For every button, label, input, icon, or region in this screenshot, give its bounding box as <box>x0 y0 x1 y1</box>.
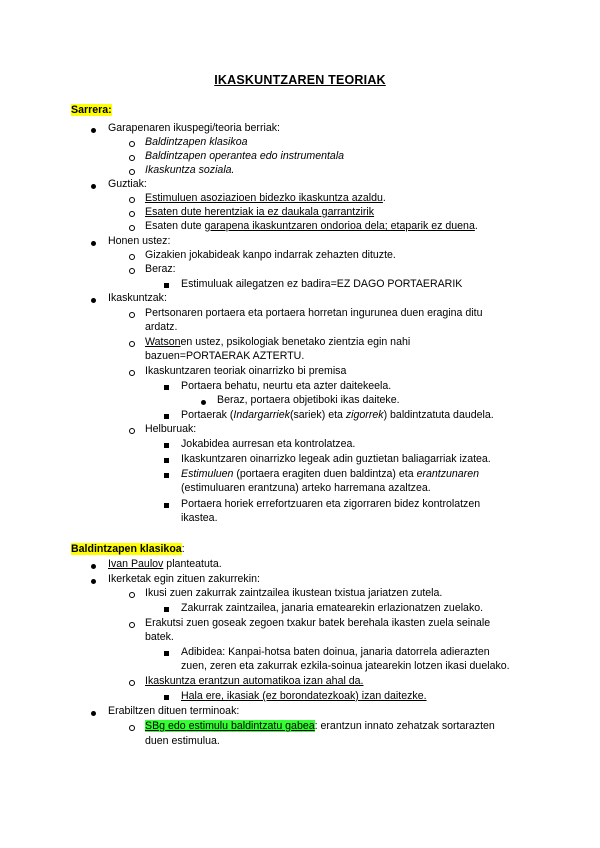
circle-bullet-icon <box>129 141 135 147</box>
list-item: Jokabidea aurresan eta kontrolatzea. <box>181 438 356 450</box>
list-item: Erabiltzen dituen terminoak: <box>108 705 240 717</box>
square-bullet-icon <box>164 607 169 612</box>
list-item: Beraz, portaera objetiboki ikas daiteke. <box>217 394 400 406</box>
list-item-continuation: ikastea. <box>181 512 218 524</box>
disc-bullet-icon <box>91 711 96 716</box>
circle-bullet-icon <box>129 197 135 203</box>
disc-bullet-icon <box>91 128 96 133</box>
list-item: Honen ustez: <box>108 235 171 247</box>
list-item: Hala ere, ikasiak (ez borondatezkoak) izan daitezke. <box>181 690 427 702</box>
square-bullet-icon <box>164 385 169 390</box>
circle-bullet-icon <box>129 622 135 628</box>
list-item: Pertsonaren portaera eta portaera horretan ingurunea duen eragina ditu <box>145 307 483 319</box>
list-item: Esaten dute herentziak ia ez daukala garrantzirik <box>145 206 375 218</box>
square-bullet-icon <box>164 503 169 508</box>
list-item: Adibidea: Kanpai-hotsa baten doinua, janaria datorrela adierazten <box>181 646 490 658</box>
circle-bullet-icon <box>129 225 135 231</box>
list-item: Helburuak: <box>145 423 197 435</box>
circle-bullet-icon <box>129 254 135 260</box>
list-item: Guztiak: <box>108 178 147 190</box>
list-item: Zakurrak zaintzailea, janaria ematearekin erlazionatzen zuelako. <box>181 602 484 614</box>
list-item: Baldintzapen klasikoa <box>145 136 248 148</box>
list-item: Ikaskuntzak: <box>108 292 167 304</box>
list-item-continuation: (estimuluaren erantzuna) arteko harremana azaltzea. <box>181 482 431 494</box>
disc-bullet-icon <box>91 298 96 303</box>
list-item-continuation: ardatz. <box>145 321 178 333</box>
disc-bullet-icon <box>91 184 96 189</box>
disc-bullet-icon <box>91 579 96 584</box>
circle-bullet-icon <box>129 169 135 175</box>
list-item: Portaera behatu, neurtu eta azter daitekeela. <box>181 380 392 392</box>
list-item-continuation: duen estimulua. <box>145 735 220 747</box>
list-item: Ikaskuntzaren teoriak oinarrizko bi premisa <box>145 365 347 377</box>
list-item: SBg edo estimulu baldintzatu gabea: erantzun innato zehatzak sortarazten <box>145 720 495 732</box>
list-item-continuation: zuen, zeren eta zakurrak ezkila-soinua jatearekin lotzen ikasi duelako. <box>181 660 510 672</box>
list-item: Ikaskuntza soziala. <box>145 164 235 176</box>
circle-bullet-icon <box>129 268 135 274</box>
list-item: Esaten dute garapena ikaskuntzaren ondorioa dela; etaparik ez duena. <box>145 220 478 232</box>
circle-bullet-icon <box>129 592 135 598</box>
list-item: Garapenaren ikuspegi/teoria berriak: <box>108 122 280 134</box>
square-bullet-icon <box>164 458 169 463</box>
square-bullet-icon <box>164 651 169 656</box>
list-item: Ikerketak egin zituen zakurrekin: <box>108 573 260 585</box>
list-item: Estimuluen asoziazioen bidezko ikaskuntza azaldu. <box>145 192 386 204</box>
list-item: Ivan Paulov planteatuta. <box>108 558 222 570</box>
disc-bullet-icon <box>91 564 96 569</box>
list-item: Beraz: <box>145 263 176 275</box>
square-bullet-icon <box>164 473 169 478</box>
circle-bullet-icon <box>129 155 135 161</box>
square-bullet-icon <box>164 414 169 419</box>
list-item: Estimuluen (portaera eragiten duen baldintza) eta erantzunaren <box>181 468 479 480</box>
circle-bullet-icon <box>129 341 135 347</box>
list-item: Ikaskuntza erantzun automatikoa izan ahal da. <box>145 675 364 687</box>
circle-bullet-icon <box>129 428 135 434</box>
circle-bullet-icon <box>129 312 135 318</box>
list-item: Portaera horiek errefortzuaren eta zigorraren bidez kontrolatzen <box>181 498 481 510</box>
section-heading-sarrera: Sarrera: <box>71 104 112 116</box>
list-item: Watsonen ustez, psikologiak benetako zientzia egin nahi <box>145 336 411 348</box>
list-item: Ikusi zuen zakurrak zaintzailea ikustean txistua jariatzen zutela. <box>145 587 443 599</box>
disc-bullet-icon <box>91 241 96 246</box>
list-item-continuation: bazuen=PORTAERAK AZTERTU. <box>145 350 305 362</box>
list-item: Baldintzapen operantea edo instrumentala <box>145 150 345 162</box>
square-bullet-icon <box>164 283 169 288</box>
section-heading-klasikoa: Baldintzapen klasikoa: <box>71 543 185 555</box>
list-item: Erakutsi zuen goseak zegoen txakur batek berehala ikasten zuela seinale <box>145 617 491 629</box>
circle-bullet-icon <box>129 680 135 686</box>
document-title: IKASKUNTZAREN TEORIAK <box>214 73 386 87</box>
square-bullet-icon <box>164 443 169 448</box>
list-item: Portaerak (Indargarriek(sariek) eta zigorrek) baldintzatuta daudela. <box>181 409 494 421</box>
list-item: Estimuluak ailegatzen ez badira=EZ DAGO PORTAERARIK <box>181 278 463 290</box>
circle-bullet-icon <box>129 211 135 217</box>
disc-bullet-icon <box>201 400 206 405</box>
circle-bullet-icon <box>129 725 135 731</box>
list-item-continuation: batek. <box>145 631 174 643</box>
list-item: Gizakien jokabideak kanpo indarrak zehazten dituzte. <box>145 249 396 261</box>
circle-bullet-icon <box>129 370 135 376</box>
list-item: Ikaskuntzaren oinarrizko legeak adin guztietan baliagarriak izatea. <box>181 453 491 465</box>
square-bullet-icon <box>164 695 169 700</box>
